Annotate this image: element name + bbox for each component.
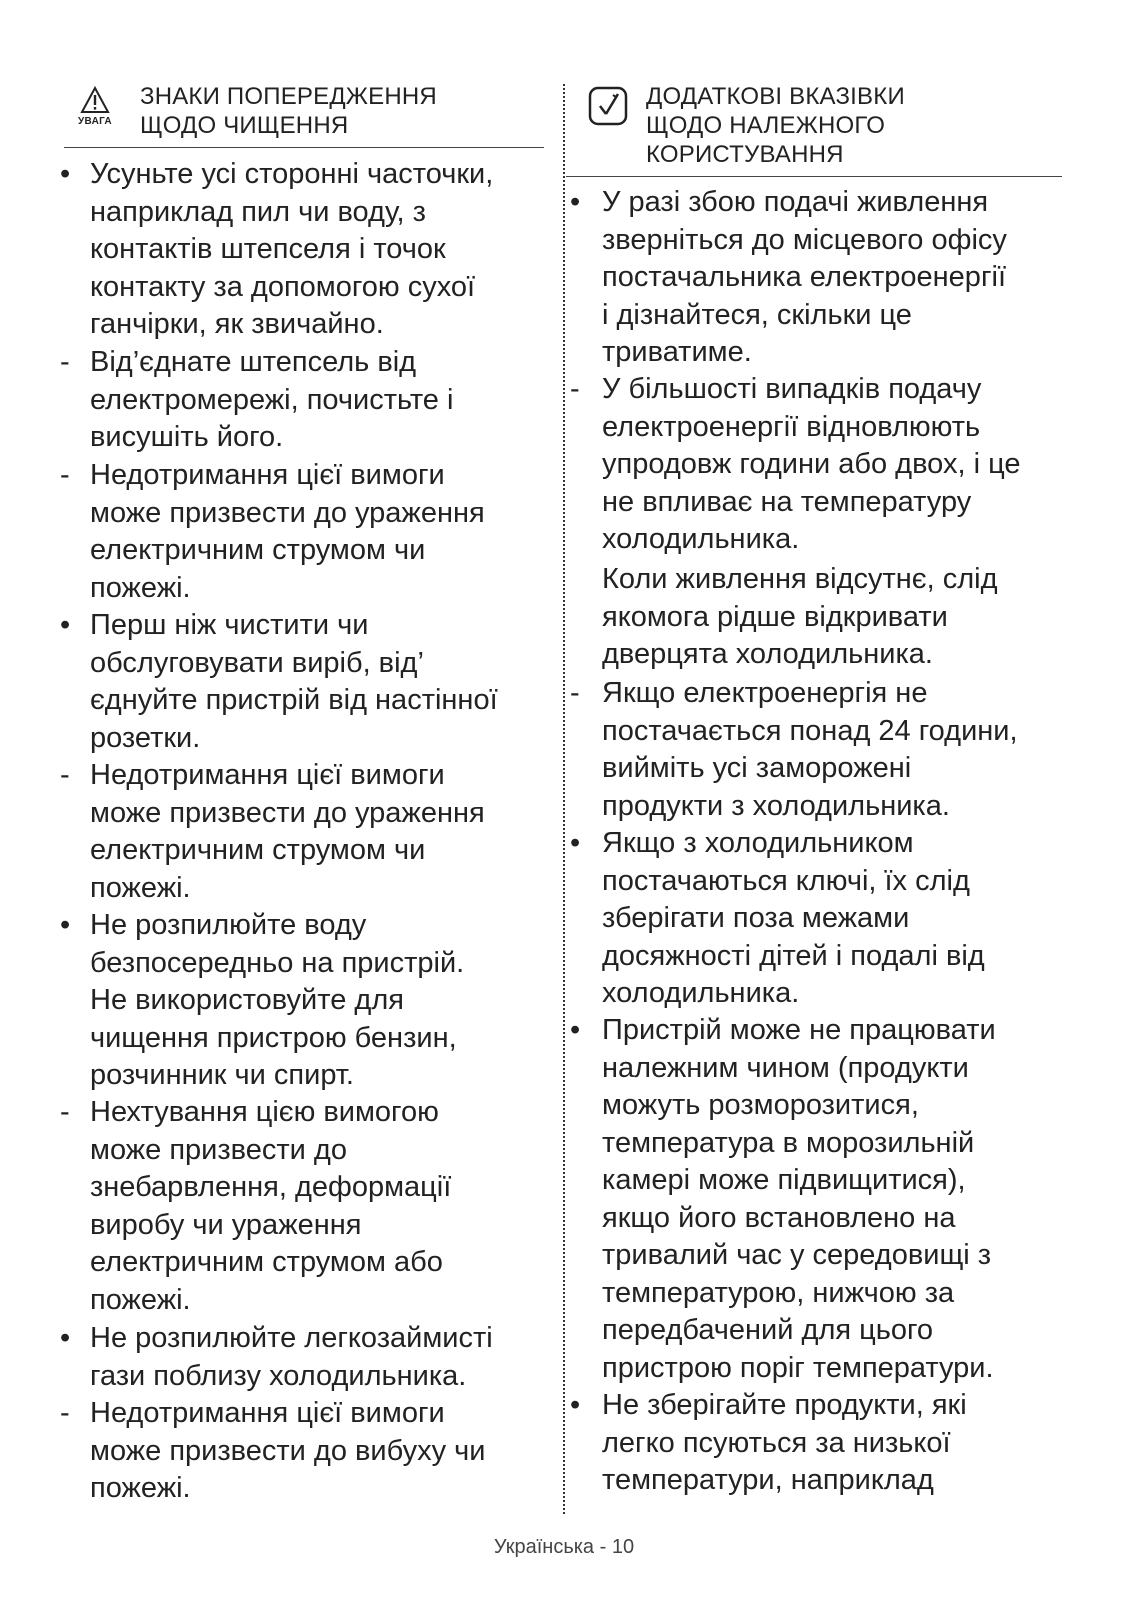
right-heading-line: ДОДАТКОВІ ВКАЗІВКИ	[646, 83, 905, 110]
bullet-mark: •	[570, 827, 581, 859]
list-item-text	[90, 344, 453, 457]
text-line: висушіть його.	[90, 421, 284, 453]
text-line: знебарвлення, деформації	[90, 1171, 452, 1203]
dash-mark: -	[570, 373, 580, 405]
text-line: холодильника.	[602, 977, 800, 1009]
text-line: якомога рідше відкривати	[602, 600, 948, 633]
right-heading-line: КОРИСТУВАННЯ	[646, 141, 844, 168]
text-line: може призвести до вибуху чи	[90, 1434, 486, 1467]
text-line: продукти з холодильника.	[602, 789, 950, 822]
text-line: електричним струмом чи	[90, 834, 426, 866]
list-item-text	[90, 907, 464, 1095]
warning-label: УВАГА	[78, 116, 112, 127]
text-line: гази поблизу холодильника.	[90, 1359, 467, 1392]
text-line: Недотримання цієї вимоги	[90, 459, 445, 491]
text-line: пристрою поріг температури.	[602, 1351, 994, 1384]
list-item-text	[90, 607, 498, 757]
text-line: обслуговувати виріб, від’	[90, 646, 424, 679]
list-item-text	[602, 825, 985, 1013]
text-line: Перш ніж чистити чи	[90, 609, 369, 641]
text-line: У разі збою подачі живлення	[602, 186, 989, 218]
text-line: виробу чи ураження	[90, 1208, 362, 1241]
text-line: може призвести до	[90, 1133, 347, 1166]
text-line: У більшості випадків подачу	[602, 373, 982, 405]
left-heading-line: ЩОДО ЧИЩЕННЯ	[140, 112, 349, 139]
text-line: Не використовуйте для	[90, 984, 404, 1016]
text-line: електричним струмом чи	[90, 534, 426, 566]
bullet-mark: •	[60, 909, 71, 941]
list-item-text	[90, 1094, 451, 1319]
text-line: пожежі.	[90, 571, 191, 604]
dash-mark: -	[60, 1096, 70, 1128]
text-line: холодильника.	[602, 523, 800, 555]
text-line: постачаються ключі, їх слід	[602, 864, 970, 897]
list-item-text	[602, 371, 1021, 559]
list-item-text	[90, 156, 493, 344]
right-heading-line: ЩОДО НАЛЕЖНОГО	[646, 112, 886, 139]
list-item-text	[602, 1387, 967, 1500]
text-line: електромережі, почистьте і	[90, 383, 454, 416]
text-line: Недотримання цієї вимоги	[90, 759, 445, 791]
dash-mark: -	[60, 459, 70, 491]
text-line: Нехтування цією вимогою	[90, 1096, 439, 1128]
list-item-text	[90, 1320, 493, 1395]
text-line: пожежі.	[90, 1472, 191, 1504]
text-line: належним чином (продукти	[602, 1051, 969, 1084]
bullet-mark: •	[570, 1014, 581, 1046]
bullet-mark: •	[570, 186, 581, 218]
dash-mark: -	[60, 1397, 70, 1429]
list-item-text	[602, 1012, 996, 1387]
text-line: пожежі.	[90, 1283, 191, 1316]
text-line: вийміть усі заморожені	[602, 752, 912, 784]
list-item-text	[90, 1395, 485, 1508]
dash-mark: -	[60, 346, 70, 378]
text-line: Недотримання цієї вимоги	[90, 1397, 445, 1429]
text-line: Якщо електроенергія не	[602, 677, 928, 709]
text-line: температура в морозильній	[602, 1126, 975, 1159]
text-line: безпосередньо на пристрій.	[90, 946, 465, 979]
text-line: зверніться до місцевого офісу	[602, 223, 1007, 256]
text-line: електричним струмом або	[90, 1246, 443, 1278]
text-line: можуть розморозитися,	[602, 1089, 919, 1121]
text-line: розчинник чи спирт.	[90, 1059, 354, 1091]
text-line: упродовж години або двох, і це	[602, 448, 1021, 480]
text-line: Коли живлення відсутнє, слід	[602, 563, 998, 595]
text-line: контактів штепселя і точок	[90, 233, 446, 265]
column-divider	[563, 84, 565, 1514]
text-line: передбачений для цього	[602, 1314, 934, 1346]
text-line: Не розпилюйте легкозаймисті	[90, 1322, 493, 1354]
list-item-text	[602, 675, 1018, 825]
text-line: дверцята холодильника.	[602, 638, 933, 670]
text-line: може призвести до ураження	[90, 796, 485, 829]
list-item-text	[602, 184, 1007, 372]
text-line: і дізнайтеся, скільки це	[602, 298, 912, 331]
text-line: єднуйте пристрій від настінної	[90, 684, 498, 716]
list-item-text	[90, 757, 485, 907]
text-line: легко псуються за низької	[602, 1426, 951, 1459]
text-line: триватиме.	[602, 336, 752, 368]
text-line: тривалий час у середовищі з	[602, 1239, 992, 1271]
text-line: зберігати поза межами	[602, 902, 910, 934]
text-line: може призвести до ураження	[90, 496, 485, 529]
list-item-text	[602, 561, 998, 674]
text-line: температурою, нижчою за	[602, 1276, 955, 1309]
bullet-mark: •	[60, 1322, 71, 1354]
text-line: контакту за допомогою сухої	[90, 270, 476, 303]
left-heading	[140, 82, 437, 140]
left-heading-line: ЗНАКИ ПОПЕРЕДЖЕННЯ	[140, 83, 437, 110]
text-line: Не розпилюйте воду	[90, 909, 367, 941]
text-line: Від’єднате штепсель від	[90, 346, 417, 378]
text-line: Якщо з холодильником	[602, 827, 914, 859]
bullet-mark: •	[60, 158, 71, 190]
text-line: камері може підвищитися),	[602, 1164, 966, 1196]
right-heading	[646, 82, 905, 169]
note-icon	[588, 86, 628, 126]
list-item-text	[90, 457, 485, 607]
right-heading-rule	[566, 176, 1062, 177]
text-line: Усуньте усі сторонні часточки,	[90, 158, 494, 190]
bullet-mark: •	[60, 609, 71, 641]
text-line: ганчірки, як звичайно.	[90, 308, 384, 340]
left-heading-rule	[64, 147, 544, 148]
dash-mark: -	[60, 759, 70, 791]
text-line: не впливає на температуру	[602, 485, 972, 518]
page-number: Українська - 10	[493, 1536, 635, 1558]
text-line: температури, наприклад	[602, 1464, 934, 1496]
text-line: розетки.	[90, 721, 201, 754]
text-line: пожежі.	[90, 871, 191, 904]
text-line: Не зберігайте продукти, які	[602, 1389, 967, 1421]
text-line: постачальника електроенергії	[602, 261, 1007, 293]
text-line: Пристрій може не працювати	[602, 1014, 996, 1046]
text-line: наприклад пил чи воду, з	[90, 195, 426, 228]
warning-icon	[68, 86, 122, 134]
text-line: електроенергії відновлюють	[602, 410, 981, 443]
dash-mark: -	[570, 677, 580, 709]
text-line: чищення пристрою бензин,	[90, 1021, 457, 1054]
bullet-mark: •	[570, 1389, 581, 1421]
text-line: якщо його встановлено на	[602, 1201, 956, 1234]
text-line: постачається понад 24 години,	[602, 714, 1018, 747]
text-line: досяжності дітей і подалі від	[602, 939, 985, 972]
